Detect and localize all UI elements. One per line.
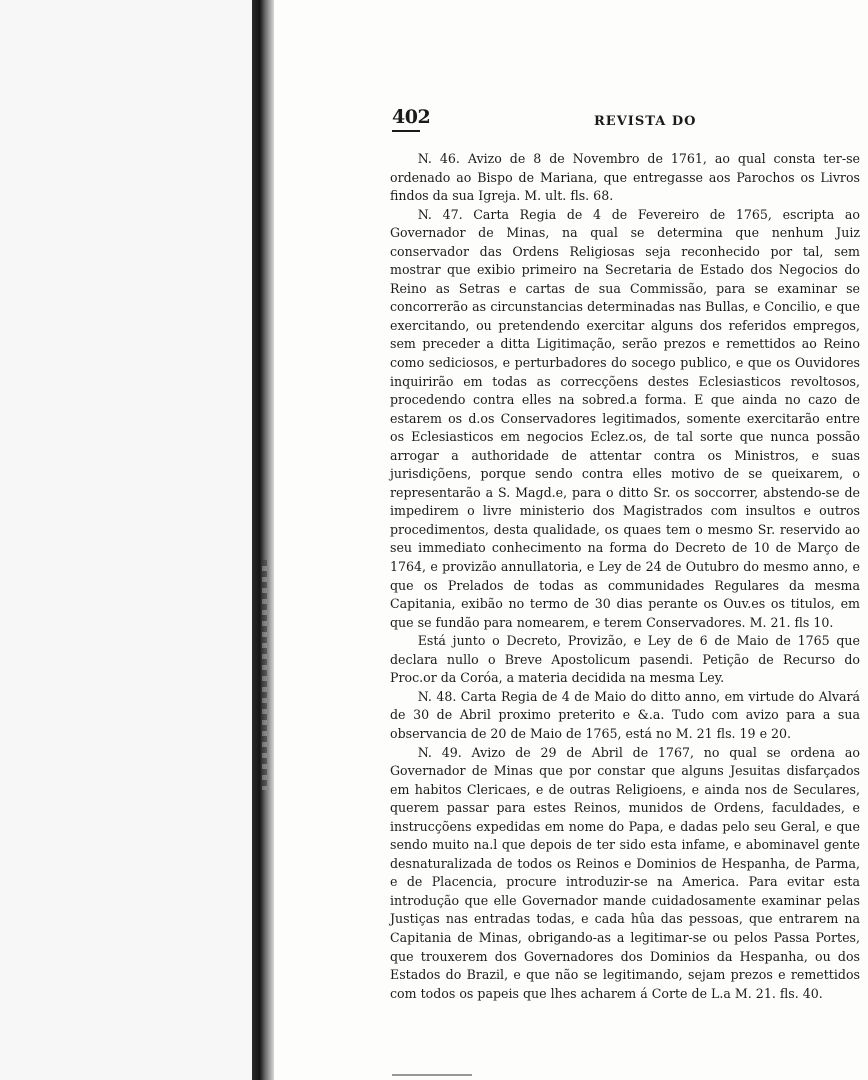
spine-shadow	[262, 560, 267, 790]
page-number: 402	[392, 106, 431, 128]
entry-49	[390, 744, 860, 1004]
bottom-edge-mark	[392, 1074, 472, 1076]
entry-paragraph: N. 46. Avizo de 8 de Novembro de 1761, ao qual consta ter-se ordenado ao Bispo de Mariana, que entregasse aos Parochos os Livros findos da sua Igreja. M. ult. fls. 68.	[390, 151, 860, 204]
entry-47	[390, 206, 860, 688]
entry-paragraph: N. 48. Carta Regia de 4 de Maio do ditto anno, em virtude do Alvará de 30 de Abril proximo preterito e &.a. Tudo com avizo para a sua observancia de 20 de Maio de 1765, está no M. 21 fls. 19 e 20.	[390, 688, 860, 741]
entry-note: Está junto o Decreto, Provizão, e Ley de 6 de Maio de 1765 que declara nullo o Breve Apostolicum pasendi. Petição de Recurso do Proc.or da Coróa, a materia decidida na mesma Ley.	[390, 633, 860, 686]
page-header	[392, 106, 860, 140]
entry-paragraph: N. 47. Carta Regia de 4 de Fevereiro de 1765, escripta ao Governador de Minas, na qual se determina que nenhum Juiz conservador das Ordens Religiosas seja reconhecido por tal, sem mostrar que exibio primeiro na Secretaria de Estado dos Negocios do Reino as Setras e cartas de sua Commissão, para se examinar se concorrerão as circunstancias determinadas nas Bullas, e Concilio, e que exercitando, ou pretendendo exercitar alguns dos referidos empregos, sem preceder a ditta Ligitimação, serão prezos e remettidos ao Reino como sediciosos, e perturbadores do socego publico, e que os Ouvidores inquirirão em todas as correcçõens destes Eclesiasticos revoltosos, procedendo contra elles na sobred.a forma. E que ainda no cazo de estarem os d.os Conservadores legitimados, somente exercitarão entre os Eclesiasticos em negocios Eclez.os, de tal sorte que nunca possão arrogar a authoridade de attentar contra os Ministros, e suas jurisdiçõens, porque sendo contra elles motivo de se queixarem, o representarão a S. Magd.e, para o ditto Sr. os soccorrer, abstendo-se de impedirem o livre ministerio dos Magistrados com insultos e outros procedimentos, desta qualidade, os quaes tem o mesmo Sr. reservido ao seu immediato conhecimento na forma do Decreto de 10 de Março de 1764, e provizão annullatoria, e Ley de 24 de Outubro do mesmo anno, e que os Prelados de todas as communidades Regulares da mesma Capitania, exibão no termo de 30 dias perante os Ouv.es os titulos, em que se fundão para nomearem, e terem Conservadores. M. 21. fls 10.	[390, 206, 860, 630]
page-number-underline	[392, 130, 420, 132]
book-gutter	[252, 0, 274, 1080]
entry-paragraph: N. 49. Avizo de 29 de Abril de 1767, no qual se ordena ao Governador de Minas que por constar que alguns Jesuitas disfarçados em habitos Clericaes, e de outras Religioens, e ainda nos de Seculares, querem passar para estes Reinos, munidos de Ordens, faculdades, e instrucçõens expedidas em nome do Papa, e dadas pelo seu Geral, e que sendo muito na.l que depois de ter sido esta infame, e abominavel gente desnaturalizada de todos os Reinos e Dominios de Hespanha, de Parma, e de Placencia, procure introduzir-se na America. Para evitar esta introdução que elle Governador mande cuidadosamente examinar pelas Justiças nas entradas todas, e cada hûa das pessoas, que entrarem na Capitania de Minas, obrigando-as a legitimar-se ou pelos Passa Portes, que trouxerem dos Governadores dos Dominios da Hespanha, ou dos Estados do Brazil, e que não se legitimando, sejam prezos e remettidos com todos os papeis que lhes acharem á Corte de L.a M. 21. fls. 40.	[390, 744, 860, 1001]
entry-46	[390, 150, 860, 206]
entry-48	[390, 688, 860, 744]
running-title: REVISTA DO	[594, 114, 697, 129]
facing-blank-page	[0, 0, 252, 1080]
page-body	[390, 150, 860, 1003]
